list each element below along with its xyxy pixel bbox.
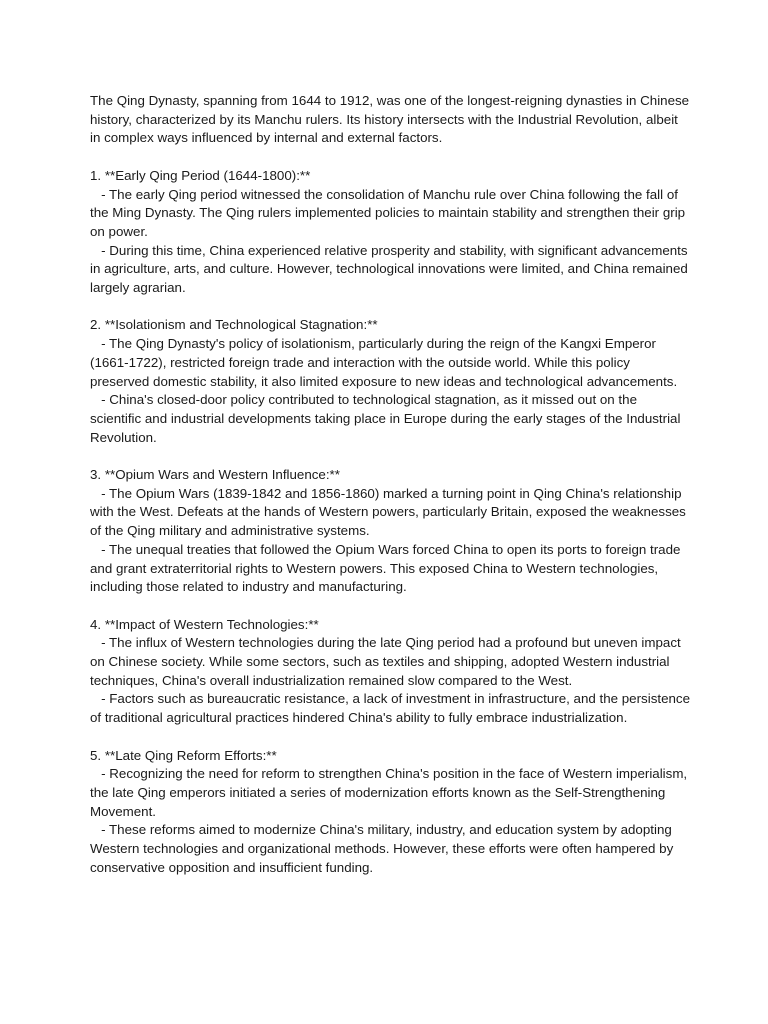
- paragraph-gap: [90, 148, 690, 167]
- intro-paragraph: The Qing Dynasty, spanning from 1644 to 1912, was one of the longest-reigning dynasties in Chinese history, characterized by its Manchu rulers. Its history intersects with the Industrial Revolution, albeit in complex ways influenced by internal and external factors.: [90, 93, 690, 146]
- paragraph-gap: [90, 728, 690, 747]
- section-heading: 1. **Early Qing Period (1644-1800):**: [90, 167, 311, 183]
- bullet-item: - China's closed-door policy contributed to technological stagnation, as it missed out on the scientific and industrial developments taking place in Europe during the early stages of the Industrial Revolution.: [90, 392, 685, 445]
- section-heading: 4. **Impact of Western Technologies:**: [90, 616, 319, 632]
- document-body: [90, 92, 694, 877]
- section-heading: 3. **Opium Wars and Western Influence:**: [90, 467, 340, 483]
- bullet-item: - During this time, China experienced relative prosperity and stability, with significant advancements in agriculture, arts, and culture. However, technological innovations were limited, and China remained largely agrarian.: [90, 242, 692, 296]
- bullet-item: - The unequal treaties that followed the Opium Wars forced China to open its ports to foreign trade and grant extraterritorial rights to Western powers. This exposed China to Western technologies, including those related to industry and manufacturing.: [90, 541, 685, 595]
- section-heading: 2. **Isolationism and Technological Stagnation:**: [90, 317, 378, 333]
- section-late-qing-reform: [90, 747, 690, 878]
- section-western-technologies: [90, 616, 694, 728]
- bullet-item: - The Opium Wars (1839-1842 and 1856-1860) marked a turning point in Qing China's relationship with the West. Defeats at the hands of Western powers, particularly Britain, exposed the weaknesses of the Qing military and administrative systems.: [90, 485, 690, 539]
- paragraph-gap: [90, 597, 690, 616]
- section-opium-wars: [90, 466, 690, 597]
- bullet-item: - The influx of Western technologies during the late Qing period had a profound but uneven impact on Chinese society. While some sectors, such as textiles and shipping, adopted Western industrial techniques, China's overall industrialization remained slow compared to the West.: [90, 635, 685, 688]
- bullet-item: - The Qing Dynasty's policy of isolationism, particularly during the reign of the Kangxi Emperor (1661-1722), restricted foreign trade and interaction with the outside world. While this policy preserved domestic stability, it also limited exposure to new ideas and technological advancements.: [90, 336, 678, 389]
- section-isolationism: [90, 316, 690, 447]
- paragraph-gap: [90, 298, 690, 317]
- paragraph-gap: [90, 447, 690, 466]
- section-early-qing: [90, 167, 690, 298]
- bullet-item: - Factors such as bureaucratic resistance, a lack of investment in infrastructure, and the persistence of traditional agricultural practices hindered China's ability to fully embrace industrialization.: [90, 691, 694, 726]
- section-heading: 5. **Late Qing Reform Efforts:**: [90, 747, 277, 763]
- bullet-item: - These reforms aimed to modernize China's military, industry, and education system by adopting Western technologies and organizational methods. However, these efforts were often hampered by conservative opposition and insufficient funding.: [90, 822, 677, 875]
- bullet-item: - The early Qing period witnessed the consolidation of Manchu rule over China following the fall of the Ming Dynasty. The Qing rulers implemented policies to maintain stability and strengthen their grip on power.: [90, 186, 689, 239]
- bullet-item: - Recognizing the need for reform to strengthen China's position in the face of Western imperialism, the late Qing emperors initiated a series of modernization efforts known as the Self-Strengthening Movement.: [90, 766, 691, 819]
